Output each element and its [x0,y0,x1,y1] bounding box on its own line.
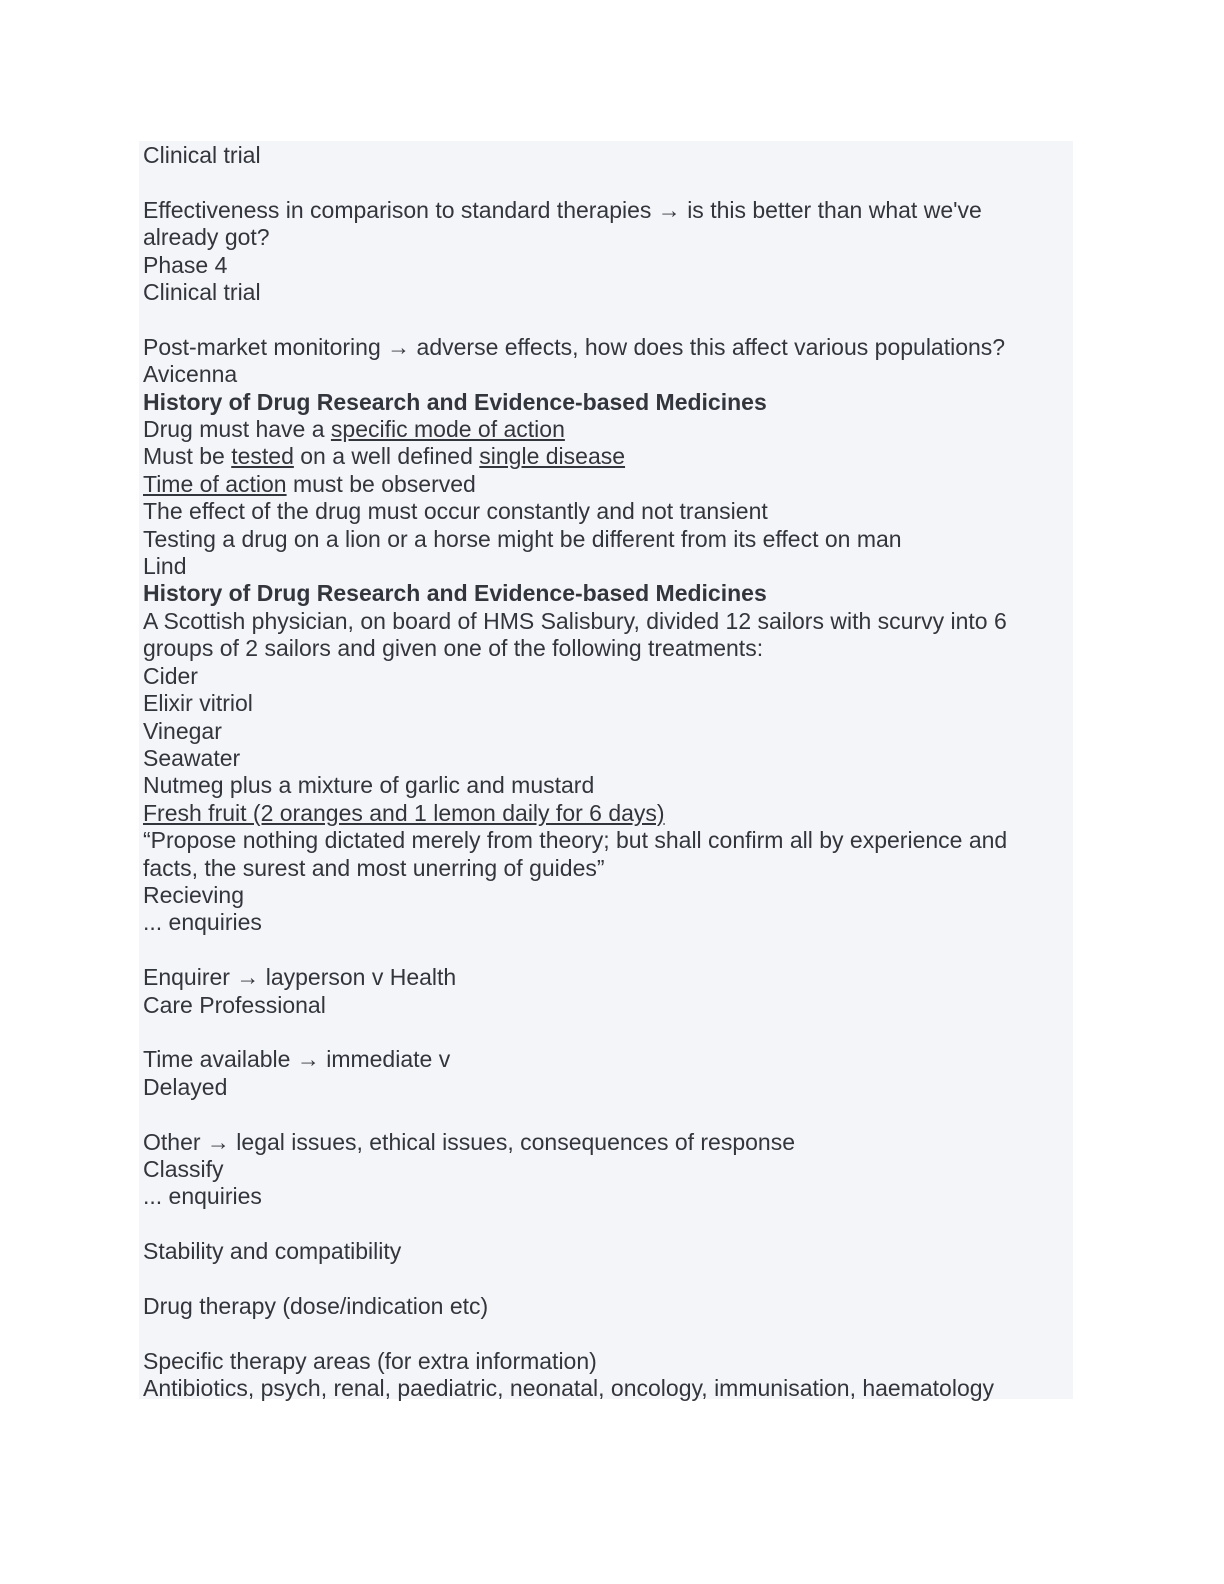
text-line: Elixir vitriol [143,690,253,717]
text-line: Clinical trial [143,279,261,306]
text-line: Vinegar [143,717,222,744]
text-segment: Must be [143,443,232,470]
text-line: Antibiotics, psych, renal, paediatric, neonatal, oncology, immunisation, haematology [143,1375,995,1402]
text-segment: must be observed [286,470,476,497]
text-line: Seawater [143,744,241,771]
text-line: Testing a drug on a lion or a horse might be different from its effect on man [143,525,902,552]
underlined-text: specific mode of action [330,416,565,443]
underlined-text: Fresh fruit (2 oranges and 1 lemon daily for 6 days) [143,799,665,826]
blank-line [143,1019,1069,1046]
section-heading: History of Drug Research and Evidence-based Medicines [143,580,767,607]
text-line: Other → legal issues, ethical issues, consequences of response [143,1128,796,1155]
underlined-text: single disease [479,443,626,470]
text-line: already got? [143,224,270,251]
text-line: Stability and compatibility [143,1238,402,1265]
blank-line [143,1101,1069,1128]
text-line: Delayed [143,1073,228,1100]
text-line: Drug therapy (dose/indication etc) [143,1292,489,1319]
text-line: Nutmeg plus a mixture of garlic and mustard [143,772,595,799]
blank-line [143,937,1069,964]
text-line: Phase 4 [143,251,228,278]
text-line [143,416,1069,443]
text-line: Lind [143,553,187,580]
blank-line [143,306,1069,333]
quote-line: facts, the surest and most unerring of guides” [143,854,605,881]
text-line [143,443,1069,470]
text-line: Avicenna [143,361,238,388]
text-line: Clinical trial [143,142,261,168]
underlined-text: tested [231,443,294,470]
text-line: Specific therapy areas (for extra information) [143,1347,597,1374]
text-segment: Drug must have a [143,416,331,443]
quote-line: “Propose nothing dictated merely from theory; but shall confirm all by experience and [143,827,1008,854]
text-segment: on a well defined [293,443,480,470]
text-line [143,800,1069,827]
text-line: groups of 2 sailors and given one of the following treatments: [143,635,764,662]
text-line: Effectiveness in comparison to standard therapies → is this better than what we've [143,196,982,223]
text-line: Cider [143,662,198,689]
notes-page [139,141,1073,1402]
text-line: A Scottish physician, on board of HMS Salisbury, divided 12 sailors with scurvy into 6 [143,607,1007,634]
text-line: The effect of the drug must occur constantly and not transient [143,498,768,525]
blank-line [143,1266,1069,1293]
text-line: ... enquiries [143,1183,262,1210]
blank-line [143,1320,1069,1347]
text-line [143,471,1069,498]
text-line: Care Professional [143,991,326,1018]
text-line: Time available → immediate v [143,1046,451,1073]
section-heading: History of Drug Research and Evidence-based Medicines [143,388,767,415]
text-line: Enquirer → layperson v Health [143,964,457,991]
text-line: Classify [143,1155,224,1182]
text-line: Post-market monitoring → adverse effects, how does this affect various populations? [143,333,1006,360]
blank-line [143,169,1069,196]
underlined-text: Time of action [143,470,287,497]
blank-line [143,1211,1069,1238]
text-line: Recieving [143,881,244,908]
text-line: ... enquiries [143,909,262,936]
